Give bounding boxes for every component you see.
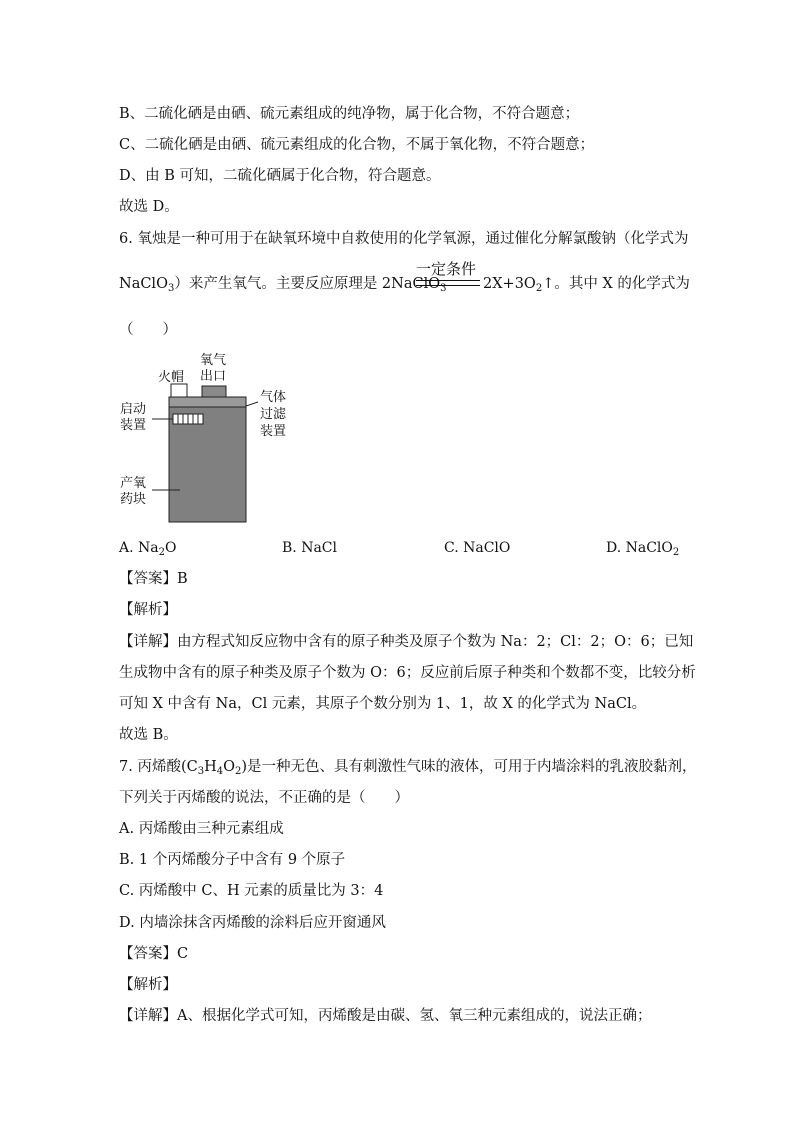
q7-option-a: A. 丙烯酸由三种元素组成 (119, 821, 284, 837)
filter-layer (169, 397, 246, 407)
q7-stem-line2: 下列关于丙烯酸的说法，不正确的是（ ） (119, 790, 409, 806)
start-device-label-1: 启动 (120, 402, 147, 417)
q6-stem-line2: NaClO$_3$）来产生氧气。主要反应原理是 2NaClO$_3$ (119, 276, 447, 294)
q7-option-b: B. 1 个丙烯酸分子中含有 9 个原子 (119, 852, 346, 868)
q7-analysis-heading: 【解析】 (119, 977, 177, 993)
oxygen-candle-diagram (118, 350, 298, 530)
q6-option-d: D. NaClO$_2$ (606, 540, 680, 558)
start-device-label-2: 装置 (120, 418, 147, 433)
q5-conclusion: 故选 D。 (119, 199, 179, 215)
oxygen-outlet-label-2: 出口 (200, 369, 227, 384)
fire-cap-shape (171, 384, 187, 397)
fire-cap-label: 火帽 (158, 370, 185, 385)
q6-conclusion: 故选 B。 (119, 727, 178, 743)
q6-detail-line2: 生成物中含有的原子种类及原子个数为 O：6；反应前后原子种类和个数都不变，比较分析 (119, 665, 696, 681)
option-c-explanation: C、二硫化硒是由硒、硫元素组成的化合物，不属于氧化物，不符合题意； (119, 137, 595, 153)
filter-label-1: 气体 (260, 390, 287, 405)
q7-option-d: D. 内墙涂抹含丙烯酸的涂料后应开窗通风 (119, 915, 386, 931)
option-b-explanation: B、二硫化硒是由硒、硫元素组成的纯净物，属于化合物，不符合题意； (119, 106, 580, 122)
q6-answer: 【答案】B (119, 571, 188, 587)
q6-stem-line1: 6. 氧烛是一种可用于在缺氧环境中自救使用的化学氧源，通过催化分解氯酸钠（化学式为 (119, 231, 689, 247)
oxygen-outlet-shape (202, 386, 226, 397)
q6-option-b: B. NaCl (282, 540, 337, 556)
oxygen-outlet-label-1: 氧气 (200, 353, 227, 368)
q7-option-c: C. 丙烯酸中 C、H 元素的质量比为 3：4 (119, 883, 384, 899)
q7-answer: 【答案】C (119, 946, 189, 962)
oxygen-block-label-1: 产氧 (120, 476, 147, 491)
oxygen-block-label-2: 药块 (120, 492, 147, 507)
q6-products: $2X+3O_2↑$。其中 X 的化学式为 (483, 276, 690, 294)
q6-paren: （ ） (119, 322, 177, 338)
option-d-explanation: D、由 B 可知，二硫化硒属于化合物，符合题意。 (119, 168, 441, 184)
q6-option-a: A. $Na_2O$ (119, 540, 177, 558)
filter-label-2: 过滤 (260, 407, 287, 422)
reaction-condition: 一定条件 (416, 260, 477, 278)
q7-stem-line1: 7. 丙烯酸$(C_3H_4O_2)$是一种无色、具有刺激性气味的液体，可用于内墙涂料的乳液胶黏剂， (119, 759, 697, 777)
reaction-equals-sign (416, 280, 480, 286)
q6-analysis-heading: 【解析】 (119, 602, 177, 618)
q6-detail-line3: 可知 X 中含有 Na，Cl 元素，其原子个数分别为 1、1，故 X 的化学式为 NaCl。 (119, 696, 647, 712)
filter-label-3: 装置 (260, 424, 287, 439)
q6-detail-line1: 【详解】由方程式知反应物中含有的原子种类及原子个数为 Na：2；Cl：2；O：6；已知 (119, 634, 694, 650)
q7-detail-line1: 【详解】A、根据化学式可知，丙烯酸是由碳、氢、氧三种元素组成的，说法正确； (119, 1008, 652, 1024)
q6-option-c: C. NaClO (444, 540, 511, 556)
